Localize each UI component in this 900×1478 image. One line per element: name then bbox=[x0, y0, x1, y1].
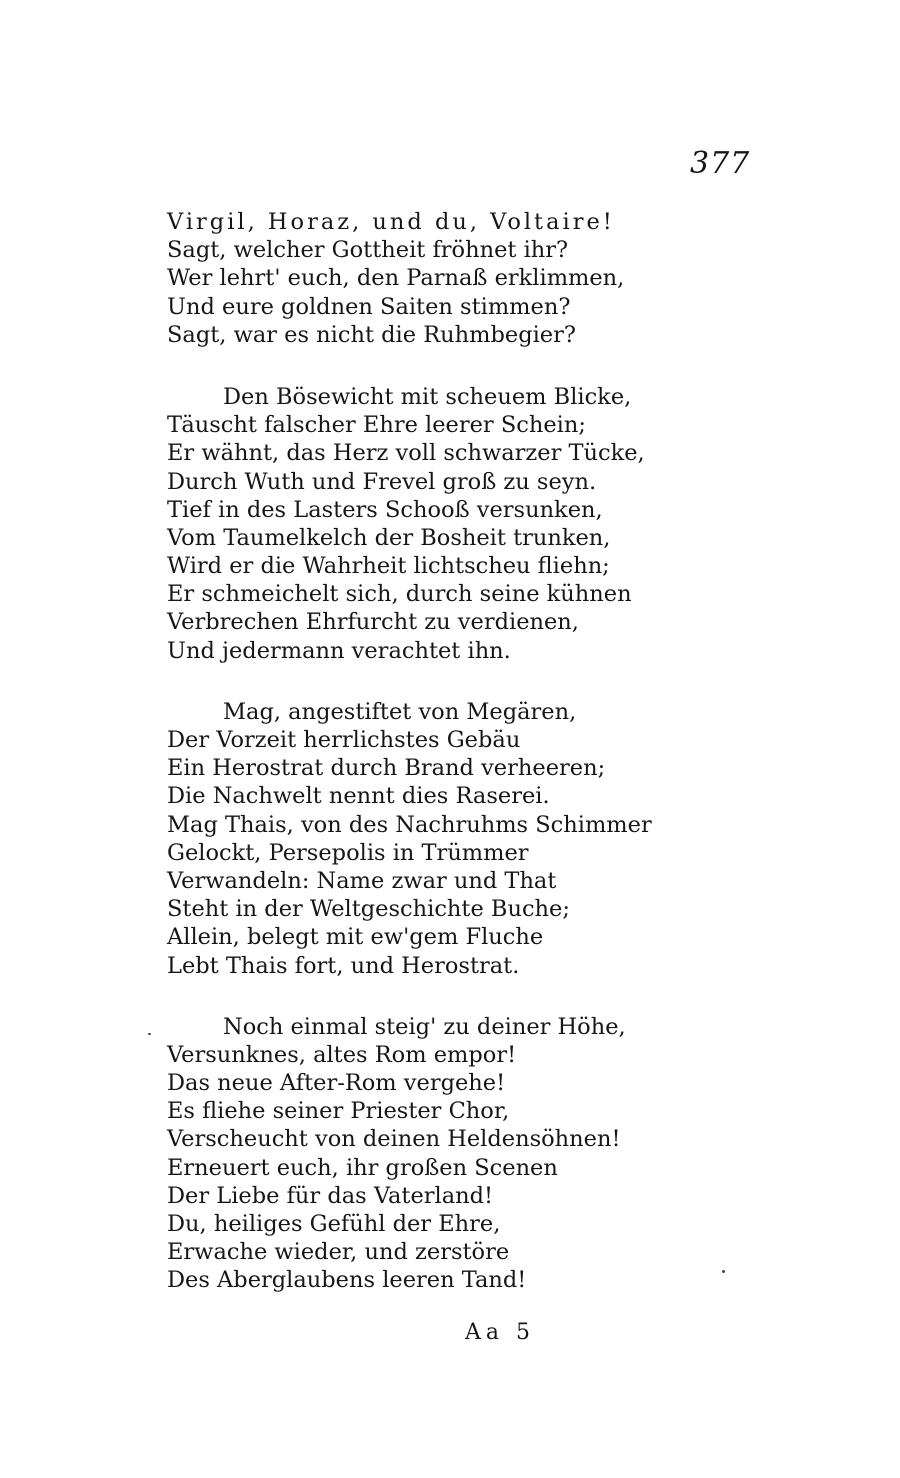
poem-line: Durch Wuth und Frevel groß zu seyn. bbox=[167, 468, 597, 495]
paper-speck bbox=[148, 1033, 151, 1035]
poem-line: Die Nachwelt nennt dies Raserei. bbox=[167, 783, 550, 810]
poem-line: Es fliehe seiner Priester Chor, bbox=[167, 1098, 510, 1125]
poem-line: Mag Thais, von des Nachruhms Schimmer bbox=[167, 811, 652, 838]
poem-line: Steht in der Weltgeschichte Buche; bbox=[167, 896, 570, 923]
poem-line: Und jedermann verachtet ihn. bbox=[167, 637, 511, 664]
paper-speck bbox=[722, 1270, 725, 1273]
poem-line: Und eure goldnen Saiten stimmen? bbox=[167, 293, 571, 320]
poem-line: Verscheucht von deinen Heldensöhnen! bbox=[167, 1126, 621, 1153]
stanza bbox=[167, 698, 867, 980]
signature-mark: Aa 5 bbox=[465, 1320, 535, 1345]
poem-line: Lebt Thais fort, und Herostrat. bbox=[167, 952, 520, 979]
poem-line: Er schmeichelt sich, durch seine kühnen bbox=[167, 581, 632, 608]
poem-line: Gelockt, Persepolis in Trümmer bbox=[167, 839, 529, 866]
poem-line: Tief in des Lasters Schooß versunken, bbox=[167, 496, 603, 523]
poem-line: Täuscht falscher Ehre leerer Schein; bbox=[167, 412, 586, 439]
poem-line: Verwandeln: Name zwar und That bbox=[167, 867, 557, 894]
poem bbox=[167, 208, 867, 1295]
poem-line: Erneuert euch, ihr großen Scenen bbox=[167, 1154, 558, 1181]
poem-line: Wird er die Wahrheit lichtscheu fliehn; bbox=[167, 553, 610, 580]
poem-line: Allein, belegt mit ew'gem Fluche bbox=[167, 924, 544, 951]
poem-line: Sagt, war es nicht die Ruhmbegier? bbox=[167, 321, 576, 348]
stanza bbox=[167, 208, 867, 349]
poem-line: Sagt, welcher Gottheit fröhnet ihr? bbox=[167, 237, 569, 264]
poem-line: Das neue After-Rom vergehe! bbox=[167, 1070, 506, 1097]
poem-line: Vom Taumelkelch der Bosheit trunken, bbox=[167, 524, 611, 551]
poem-line: Virgil, Horaz, und du, Voltaire! bbox=[167, 209, 615, 235]
stanza bbox=[167, 1013, 867, 1295]
poem-line: Er wähnt, das Herz voll schwarzer Tücke, bbox=[167, 440, 645, 467]
poem-line: Du, heiliges Gefühl der Ehre, bbox=[167, 1211, 501, 1237]
poem-line: Erwache wieder, und zerstöre bbox=[167, 1239, 510, 1266]
poem-line: Ein Herostrat durch Brand verheeren; bbox=[167, 755, 606, 782]
poem-line: Versunknes, altes Rom empor! bbox=[167, 1041, 517, 1068]
poem-line: Der Liebe für das Vaterland! bbox=[167, 1182, 494, 1209]
poem-line: Verbrechen Ehrfurcht zu verdienen, bbox=[167, 609, 579, 636]
stanza bbox=[167, 383, 867, 665]
poem-line: Noch einmal steig' zu deiner Höhe, bbox=[223, 1013, 626, 1040]
poem-line: Der Vorzeit herrlichstes Gebäu bbox=[167, 727, 521, 753]
poem-line: Wer lehrt' euch, den Parnaß erklimmen, bbox=[167, 265, 625, 292]
poem-line: Den Bösewicht mit scheuem Blicke, bbox=[223, 383, 632, 410]
poem-line: Des Aberglaubens leeren Tand! bbox=[167, 1267, 527, 1294]
poem-line: Mag, angestiftet von Megären, bbox=[223, 698, 577, 725]
page-number: 377 bbox=[690, 146, 751, 181]
